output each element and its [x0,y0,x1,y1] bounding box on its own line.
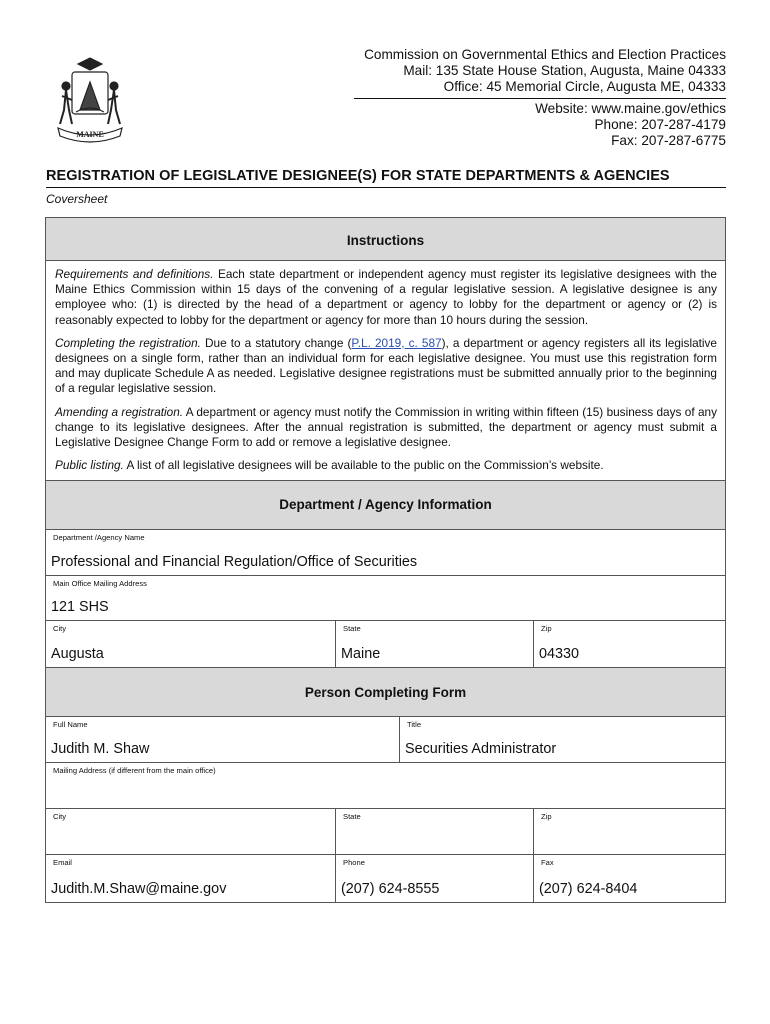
department-address-label: Main Office Mailing Address [53,579,147,589]
office-address: Office: 45 Memorial Circle, Augusta ME, 04333 [443,79,726,95]
person-city-row [46,809,725,855]
department-address-field[interactable] [46,576,725,620]
instructions-heading: Instructions [46,218,725,261]
phone-field[interactable] [336,855,534,902]
commission-header [354,47,726,149]
phone-value: (207) 624-8555 [341,881,440,898]
person-contact-row [46,855,725,902]
department-name-value: Professional and Financial Regulation/Office of Securities [51,554,418,571]
department-zip-value: 04330 [539,646,580,663]
svg-text:MAINE: MAINE [76,130,104,139]
department-city-value: Augusta [51,646,104,663]
department-state-label: State [343,624,361,634]
person-zip-field[interactable] [534,809,725,854]
instructions-requirements: Requirements and definitions. Each state department or independent agency must register its legislative designees with the Maine Ethics Commission within 15 days of the convening of a regular legislative session. A legislative designee is any employee who: (1) is directed by the head of a department or agency to lobby for the department or agency or (2) is reasonably expected to lobby for the department or agency for more than 10 hours during the session. [55,267,717,327]
department-state-field[interactable] [336,621,534,667]
title-value: Securities Administrator [405,741,557,758]
department-city-row [46,621,725,668]
full-name-value: Judith M. Shaw [51,741,150,758]
person-name-row [46,717,725,763]
form-subtitle: Coversheet [46,192,108,206]
email-field[interactable] [46,855,336,902]
full-name-label: Full Name [53,720,88,730]
department-address-value: 121 SHS [51,599,109,616]
department-zip-field[interactable] [534,621,725,667]
email-label: Email [53,858,72,868]
mailing-address-label: Mailing Address (if different from the main office) [53,766,216,776]
phone-label: Phone [343,858,365,868]
person-city-field[interactable] [46,809,336,854]
mail-address: Mail: 135 State House Station, Augusta, Maine 04333 [403,63,726,79]
instructions-body [46,261,725,481]
person-heading: Person Completing Form [46,668,725,717]
person-zip-label: Zip [541,812,552,822]
fax-value: (207) 624-8404 [539,881,638,898]
form-title: REGISTRATION OF LEGISLATIVE DESIGNEE(S) FOR STATE DEPARTMENTS & AGENCIES [46,168,726,188]
department-city-field[interactable] [46,621,336,667]
department-heading: Department / Agency Information [46,481,725,530]
header-divider [354,98,726,99]
commission-name: Commission on Governmental Ethics and Election Practices [364,47,726,62]
phone: Phone: 207-287-4179 [594,116,726,132]
fax-label: Fax [541,858,554,868]
instructions-amending: Amending a registration. A department or agency must notify the Commission in writing within fifteen (15) business days of any change to its legislative designees. After the annual registration is submitted, the department or agency must submit a Legislative Designee Change Form to add or remove a legislative designee. [55,404,717,450]
department-name-row [46,530,725,576]
email-value: Judith.M.Shaw@maine.gov [51,881,227,898]
fax: Fax: 207-287-6775 [611,133,726,149]
person-state-label: State [343,812,361,822]
department-state-value: Maine [341,646,381,663]
registration-form [45,217,726,903]
person-city-label: City [53,812,67,822]
fax-field[interactable] [534,855,725,902]
department-name-field[interactable] [46,530,725,575]
instructions-public-listing: Public listing. A list of all legislative designees will be available to the public on the Commission’s website. [55,458,604,473]
statute-link[interactable]: P.L. 2019, c. 587 [351,335,442,350]
instructions-completing: Completing the registration. Due to a statutory change (P.L. 2019, c. 587), a department or agency registers all its legislative designees on a single form, rather than an individual form for each legislative designee. You must use this registration form and may duplicate Schedule A as needed. Legislative designee registrations must be submitted annually prior to the beginning of a regular legislative session. [55,335,717,396]
maine-state-seal [50,52,130,144]
person-state-field[interactable] [336,809,534,854]
department-zip-label: Zip [541,624,552,634]
department-name-label: Department /Agency Name [53,533,145,543]
full-name-field[interactable] [46,717,400,762]
title-field[interactable] [400,717,725,762]
title-label: Title [407,720,422,730]
department-city-label: City [53,624,67,634]
mailing-address-field[interactable] [46,763,725,808]
person-mailing-row [46,763,725,809]
website: Website: www.maine.gov/ethics [535,100,726,116]
department-address-row [46,576,725,621]
